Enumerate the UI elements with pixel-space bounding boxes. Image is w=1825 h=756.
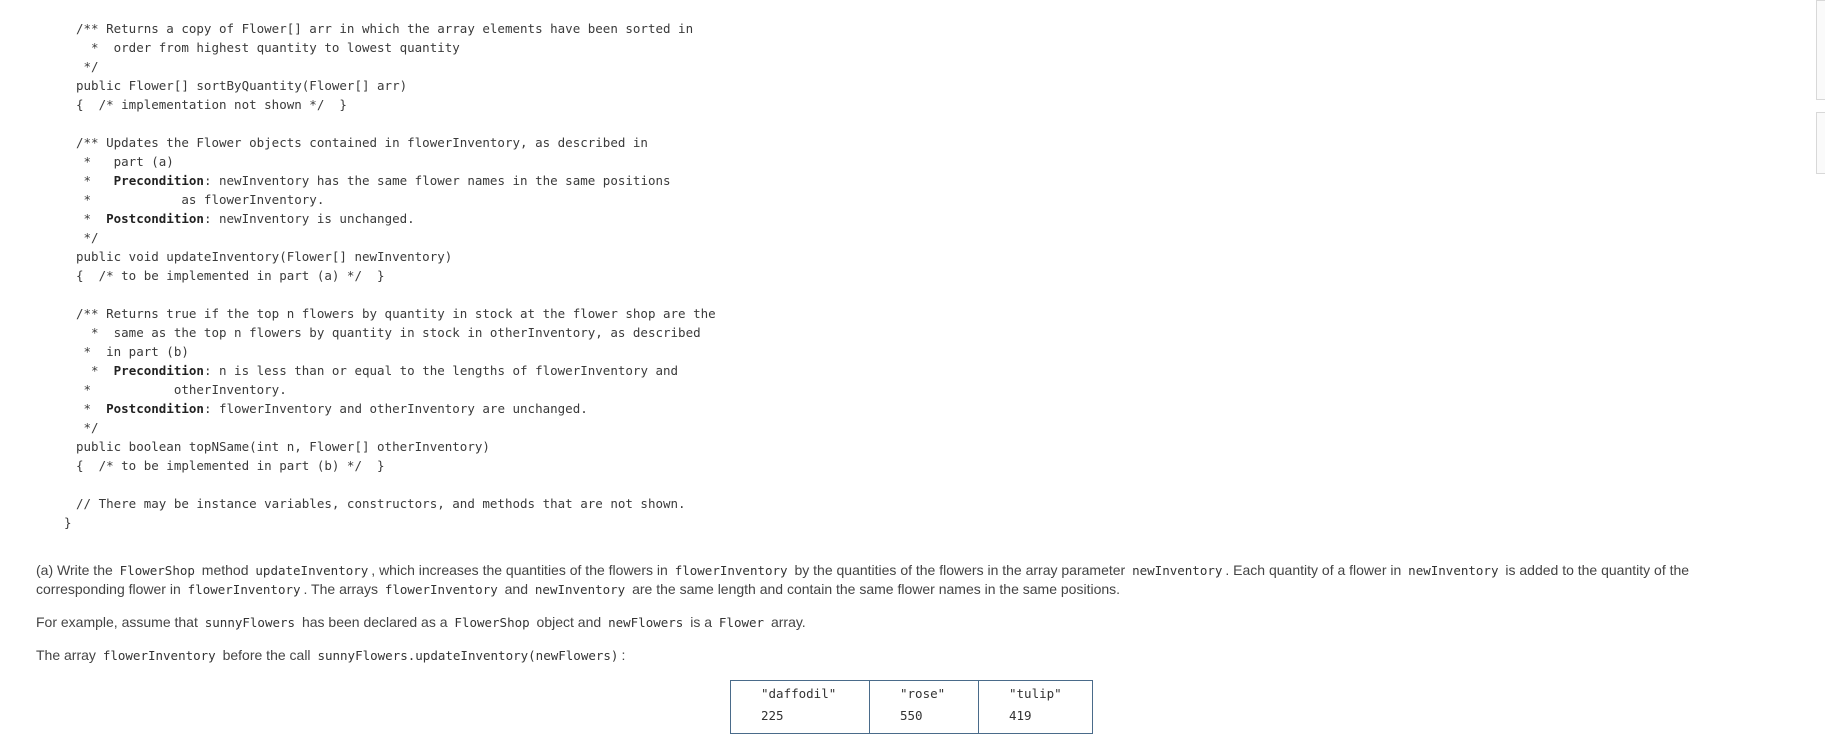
inline-code: FlowerShop [454,615,530,630]
inline-code: updateInventory [255,563,369,578]
flower-quantity: 419 [1009,708,1032,723]
text-run: by the quantities of the flowers in the array parameter [790,562,1130,578]
inline-code: FlowerShop [119,563,195,578]
code-line [76,228,716,247]
flower-inventory-table [730,680,1093,734]
flower-name: "daffodil" [761,686,837,701]
code-text: { /* to be implemented in part (b) */ } [76,458,385,473]
text-run: method [197,562,253,578]
text-run: before the call [218,647,315,663]
flower-name: "rose" [900,686,946,701]
table-cell [979,681,1093,734]
code-text: * otherInventory. [76,382,287,397]
code-line [76,437,716,456]
text-run: : [621,647,626,663]
table-cell [870,681,979,734]
code-text: : flowerInventory and otherInventory are unchanged. [203,401,588,416]
inline-code: newInventory [1132,563,1223,578]
code-text: * same as the top n flowers by quantity in stock in otherInventory, as described [76,325,701,340]
text-run: is a [686,614,716,630]
text-run: and [500,581,532,597]
text-run: array. [767,614,806,630]
code-keyword-bold: Postcondition [106,211,204,226]
code-line [76,304,716,323]
text-run: , which increases the quantities of the flowers in [371,562,672,578]
flower-quantity: 225 [761,708,784,723]
code-line [64,513,704,532]
code-listing [64,19,716,532]
code-line [76,342,716,361]
code-line [76,190,716,209]
example-paragraph [36,613,1736,632]
inline-code: flowerInventory [102,648,216,663]
code-text: */ [76,420,99,435]
code-keyword-bold: Precondition [113,363,204,378]
code-line [76,285,716,304]
code-text: : newInventory is unchanged. [203,211,415,226]
inline-code: flowerInventory [187,582,301,597]
code-text: // There may be instance variables, constructors, and methods that are not shown. [76,496,686,511]
flower-quantity: 550 [900,708,923,723]
code-line [76,209,716,228]
code-text: * [76,173,114,188]
code-text: * [76,401,107,416]
code-text: * [76,211,107,226]
panel-edge [1816,0,1825,100]
inline-code: sunnyFlowers [204,615,296,630]
code-text: : n is less than or equal to the lengths of flowerInventory and [203,363,679,378]
text-run: (a) Write the [36,562,117,578]
panel-edge [1816,112,1825,174]
code-text: /** Updates the Flower objects contained in flowerInventory, as described in [76,135,648,150]
code-text: * [76,363,114,378]
code-text: public void updateInventory(Flower[] newInventory) [76,249,453,264]
code-line [76,494,716,513]
text-run: . Each quantity of a flower in [1225,562,1406,578]
code-line [76,380,716,399]
code-keyword-bold: Postcondition [106,401,204,416]
code-text: * part (a) [76,154,174,169]
code-line [76,114,716,133]
code-text: * as flowerInventory. [76,192,325,207]
inline-code: flowerInventory [384,582,498,597]
code-line [76,361,716,380]
code-text: /** Returns a copy of Flower[] arr in which the array elements have been sorted in [76,21,694,36]
part-a-paragraph [36,561,1736,599]
text-run: has been declared as a [298,614,452,630]
flower-name: "tulip" [1009,686,1062,701]
array-before-call-paragraph [36,646,1736,665]
code-text: * order from highest quantity to lowest quantity [76,40,460,55]
inline-code: flowerInventory [674,563,788,578]
table-row [731,681,1093,734]
code-line [76,133,716,152]
code-line [76,57,716,76]
inline-code: newInventory [534,582,626,597]
text-run: The array [36,647,100,663]
code-text: { /* to be implemented in part (a) */ } [76,268,385,283]
code-text: * in part (b) [76,344,189,359]
code-line [76,456,716,475]
code-line [76,171,716,190]
code-line [76,418,716,437]
code-line [76,266,716,285]
text-run: For example, assume that [36,614,202,630]
table-cell [731,681,870,734]
code-line [76,152,716,171]
inline-code: newInventory [1408,563,1499,578]
inline-code: Flower [718,615,765,630]
code-line [76,323,716,342]
code-text: /** Returns true if the top n flowers by quantity in stock at the flower shop are the [76,306,716,321]
code-text: */ [76,230,99,245]
inline-code: sunnyFlowers.updateInventory(newFlowers) [317,648,619,663]
code-text: } [64,515,72,530]
code-line [76,475,716,494]
code-line [76,247,716,266]
code-keyword-bold: Precondition [113,173,204,188]
code-text: */ [76,59,99,74]
text-run: . The arrays [303,581,382,597]
text-run: are the same length and contain the same flower names in the same positions. [628,581,1121,597]
code-line [76,399,716,418]
code-line [76,76,716,95]
text-run: object and [532,614,606,630]
code-text: { /* implementation not shown */ } [76,97,347,112]
code-line [76,95,716,114]
code-line [76,19,716,38]
text-run: is added to the quantity of the corresponding flower in [36,562,1690,597]
code-line [76,38,716,57]
code-text: : newInventory has the same flower names in the same positions [203,173,671,188]
code-text: public boolean topNSame(int n, Flower[] otherInventory) [76,439,490,454]
code-text: public Flower[] sortByQuantity(Flower[] arr) [76,78,408,93]
inline-code: newFlowers [608,615,684,630]
